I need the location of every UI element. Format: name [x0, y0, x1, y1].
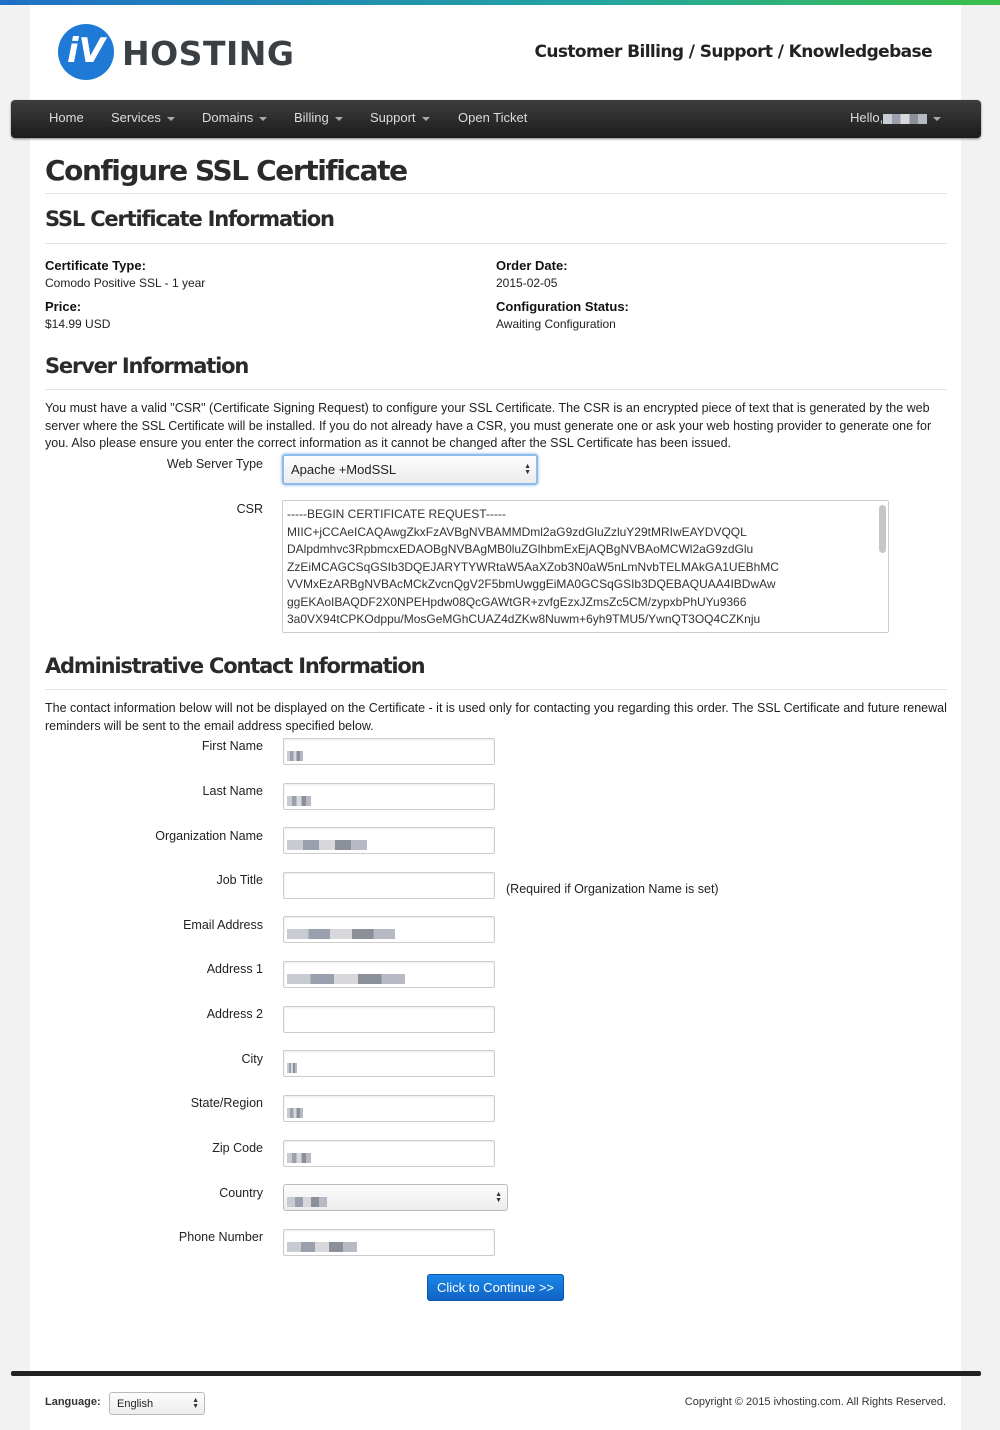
city-field[interactable]: [283, 1050, 495, 1077]
chevron-down-icon: [933, 117, 941, 121]
config-status-value: Awaiting Configuration: [496, 317, 616, 331]
job-title-field[interactable]: [283, 872, 495, 899]
cert-type-value: Comodo Positive SSL - 1 year: [45, 276, 206, 290]
address1-label: Address 1: [206, 962, 263, 976]
address2-field[interactable]: [283, 1006, 495, 1033]
cert-type-label: Certificate Type:: [45, 258, 146, 273]
logo-icon[interactable]: iV: [58, 24, 114, 80]
address2-label: Address 2: [206, 1007, 263, 1021]
last-name-label: Last Name: [202, 784, 263, 798]
phone-field[interactable]: [283, 1229, 495, 1256]
nav-billing[interactable]: Billing: [294, 100, 343, 138]
select-arrows-icon: ▲ ▼: [192, 1396, 199, 1410]
state-label: State/Region: [190, 1096, 263, 1110]
country-label: Country: [219, 1186, 263, 1200]
price-label: Price:: [45, 299, 82, 314]
price-value: $14.99 USD: [45, 317, 111, 331]
order-date-value: 2015-02-05: [496, 276, 558, 290]
csr-label: CSR: [236, 502, 263, 516]
state-field[interactable]: [283, 1095, 495, 1122]
phone-label: Phone Number: [178, 1230, 263, 1244]
zip-field[interactable]: [283, 1140, 495, 1167]
csr-line: DAlpdmhvc3RpbmcxEDAOBgNVBAgMB0luZGlhbmExEjAQBgNVBAoMCWl2aG9zdGlu: [287, 542, 754, 556]
chevron-down-icon: [259, 117, 267, 121]
select-arrows-icon: ▲ ▼: [524, 462, 531, 476]
web-server-selected: Apache +ModSSL: [291, 462, 397, 477]
last-name-field[interactable]: [283, 783, 495, 810]
csr-line: MIIC+jCCAeICAQAwgZkxFzAVBgNVBAMMDml2aG9zdGluZzluY29tMRIwEAYDVQQL: [287, 524, 747, 539]
server-info-intro: You must have a valid "CSR" (Certificate Signing Request) to configure your SSL Certificate. The CSR is an encrypted piece of text that is generated by the web server where the SSL Certificate will be installed. If you do not already have a CSR, you must generate one or ask your web hosting provider to generate one for you. Also please ensure you enter the correct information as it cannot be changed after the SSL Certificate has been issued.: [45, 401, 932, 450]
csr-line: ggEKAoIBAQDF2X0NPEHpdw08QcGAWtGR+zvfgEzxJZmsZc5CM/zypxbPhUYu9366: [287, 594, 747, 609]
chevron-down-icon: [335, 117, 343, 121]
nav-services[interactable]: Services: [111, 100, 175, 138]
chevron-down-icon: [422, 117, 430, 121]
nav-home[interactable]: Home: [49, 110, 84, 125]
csr-line: VVMxEzARBgNVBAcMCkZvcnQgV2F5bmUwggEiMA0GCSqGSIb3DQEBAQUAA4IBDwAw: [287, 577, 776, 591]
country-select[interactable]: [283, 1184, 508, 1211]
footer-divider: [11, 1371, 981, 1376]
divider: [45, 689, 947, 690]
csr-line: 3a0VX94tCPKOdppu/MosGeMGhCUAZ4dZKw8Nuwm+6yh9TMU5/YwnQT3OQ4CZKnju: [287, 612, 761, 626]
csr-line: ZzEiMCAGCSqGSIb3DQEJARYTYWRtaW5AaXZob3N0aW5nLmNvbTELMAkGA1UEBhMC: [287, 559, 779, 574]
job-title-label: Job Title: [216, 873, 263, 887]
divider: [45, 193, 947, 194]
email-label: Email Address: [183, 918, 263, 932]
main-navbar: [11, 100, 981, 138]
csr-scrollbar[interactable]: [879, 505, 886, 553]
nav-domains[interactable]: Domains: [202, 100, 267, 138]
chevron-down-icon: [167, 117, 175, 121]
language-selected: English: [117, 1398, 154, 1410]
csr-textarea[interactable]: [282, 500, 889, 633]
nav-open-ticket[interactable]: Open Ticket: [458, 110, 528, 125]
org-name-field[interactable]: [283, 827, 495, 854]
redacted-country: [287, 1197, 327, 1207]
web-server-label: Web Server Type: [166, 457, 263, 471]
first-name-label: First Name: [201, 739, 263, 753]
web-server-select[interactable]: [282, 454, 538, 485]
copyright-text: Copyright © 2015 ivhosting.com. All Rights Reserved.: [684, 1396, 946, 1408]
email-field[interactable]: [283, 916, 495, 943]
admin-contact-intro: The contact information below will not be displayed on the Certificate - it is used only for contacting you regarding this order. The SSL Certificate and future renewal reminders will be sent to the email address specified below.: [45, 701, 947, 733]
language-label: Language:: [45, 1396, 101, 1408]
continue-button[interactable]: Click to Continue >>: [427, 1274, 564, 1301]
config-status-label: Configuration Status:: [496, 299, 629, 314]
address1-field[interactable]: [283, 961, 495, 988]
language-select[interactable]: [109, 1392, 205, 1415]
first-name-field[interactable]: [283, 738, 495, 765]
order-date-label: Order Date:: [496, 258, 568, 273]
csr-text: [287, 506, 884, 629]
nav-user-menu[interactable]: Hello,: [850, 100, 941, 138]
header-links[interactable]: Customer Billing / Support / Knowledgebase: [534, 42, 932, 62]
divider: [45, 389, 947, 390]
server-info-heading: Server Information: [45, 354, 249, 378]
city-label: City: [241, 1052, 263, 1066]
csr-line: -----BEGIN CERTIFICATE REQUEST-----: [287, 507, 506, 521]
page-title: Configure SSL Certificate: [45, 154, 407, 187]
logo-text[interactable]: HOSTING: [122, 34, 295, 73]
divider: [45, 243, 947, 244]
zip-label: Zip Code: [212, 1141, 263, 1155]
ssl-info-heading: SSL Certificate Information: [45, 207, 334, 231]
nav-support[interactable]: Support: [370, 100, 430, 138]
select-arrows-icon: ▲ ▼: [495, 1190, 502, 1204]
redacted-username: [883, 114, 927, 124]
admin-contact-heading: Administrative Contact Information: [45, 654, 425, 678]
job-title-hint: (Required if Organization Name is set): [506, 882, 719, 896]
org-name-label: Organization Name: [155, 829, 263, 843]
